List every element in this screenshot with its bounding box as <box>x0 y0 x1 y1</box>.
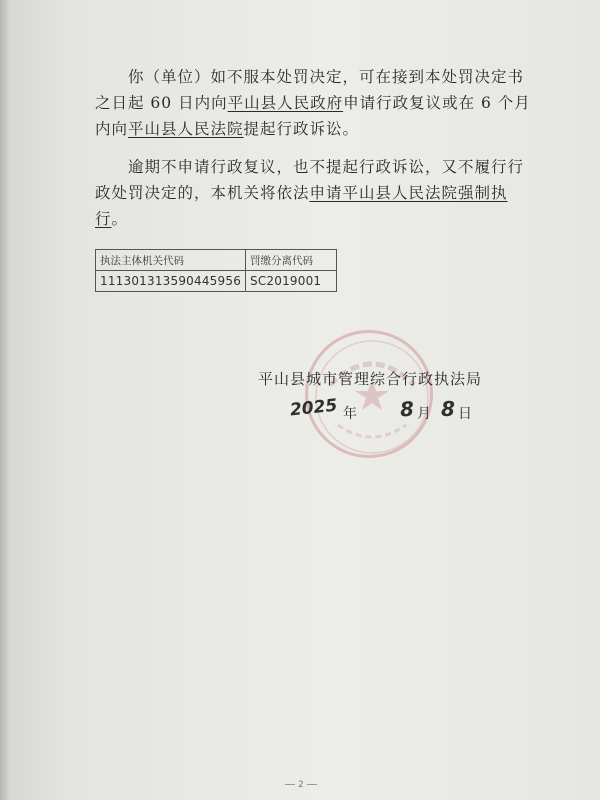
paragraph-line: 之日起 60 日内向平山县人民政府申请行政复议或在 6 个月 <box>95 94 531 112</box>
paragraph-line: 你（单位）如不服本处罚决定，可在接到本处罚决定书 <box>128 68 525 86</box>
court-name: 平山县人民法院 <box>128 120 244 138</box>
codes-table <box>95 249 337 292</box>
year-label: 年 <box>343 406 357 422</box>
official-seal-stamp <box>305 330 433 458</box>
table-header-row <box>96 250 337 271</box>
page-edge-shadow <box>0 0 10 800</box>
government-name: 平山县人民政府 <box>227 94 344 112</box>
table-row <box>96 271 337 292</box>
page-number: 2 <box>282 780 320 790</box>
appeal-rights-paragraph <box>95 64 560 142</box>
paragraph-line: 政处罚决定的，本机关将依法申请平山县人民法院强制执 <box>95 184 508 202</box>
handwritten-day: 8 <box>441 397 455 421</box>
day-label: 日 <box>458 406 472 422</box>
header-agency-code: 执法主体机关代码 <box>96 250 246 271</box>
handwritten-month: 8 <box>399 396 415 422</box>
signature-date <box>290 397 510 427</box>
paragraph-line: 内向平山县人民法院提起行政诉讼。 <box>95 120 360 138</box>
paragraph-line: 逾期不申请行政复议，也不提起行政诉讼，又不履行行 <box>128 158 525 176</box>
header-separation-code: 罚缴分离代码 <box>246 250 337 271</box>
issuing-agency: 平山县城市管理综合行政执法局 <box>258 370 483 388</box>
paragraph-line: 行。 <box>95 210 129 228</box>
month-label: 月 <box>417 406 431 422</box>
court-enforcement-text: 申请平山县人民法院强制执 <box>309 184 508 202</box>
agency-code-value: 111301313590445956 <box>96 271 246 292</box>
handwritten-year: 2025 <box>289 395 339 421</box>
separation-code-value: SC2019001 <box>246 271 337 292</box>
enforcement-paragraph <box>95 154 560 232</box>
